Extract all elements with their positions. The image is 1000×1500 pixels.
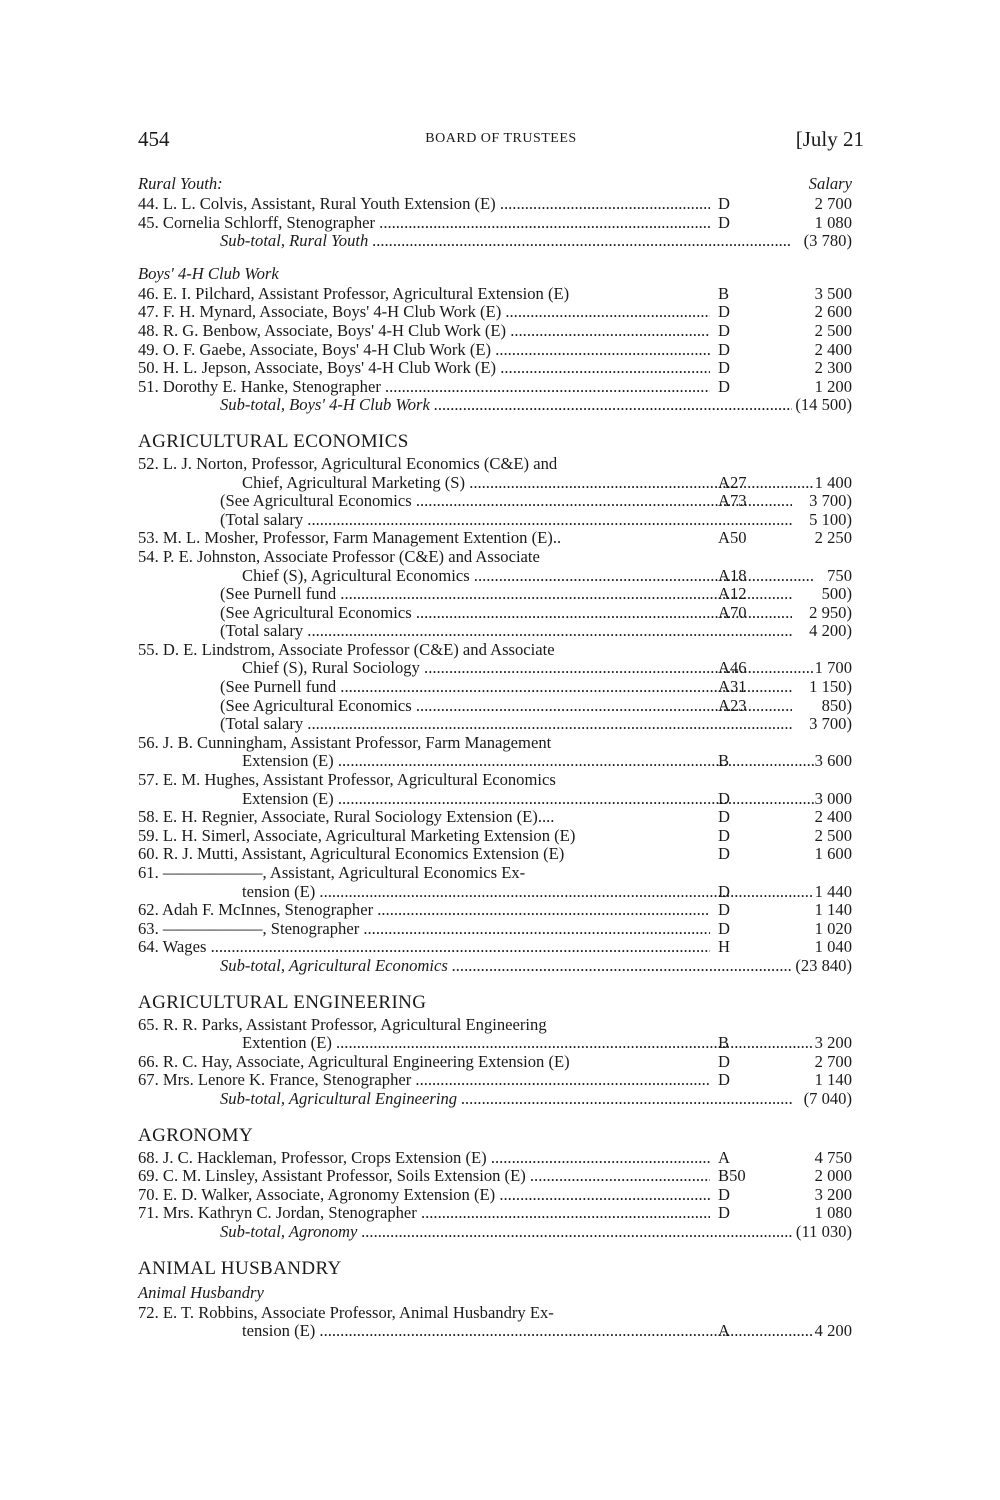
- entry-text: [138, 771, 868, 790]
- entry-label: 58. E. H. Regnier, Associate, Rural Sociology Extension (E)....: [138, 808, 555, 827]
- entry-text: [138, 1034, 814, 1053]
- salary-amount: 500): [821, 584, 852, 604]
- salary-row: [138, 1186, 864, 1205]
- salary-amount: 2 500: [814, 825, 852, 845]
- salary-amount: 2 500: [814, 320, 852, 340]
- salary-amount: 4 200: [814, 1321, 852, 1341]
- entry-text: [138, 622, 792, 641]
- salary-row: [138, 378, 864, 397]
- salary-row: [138, 1167, 864, 1186]
- entry-text: [138, 808, 710, 827]
- salary-row: [138, 1071, 864, 1090]
- entry-label: Chief, Agricultural Marketing (S): [242, 473, 466, 492]
- fund-code: D: [718, 376, 730, 396]
- entry-text: [138, 1090, 792, 1109]
- entry-text: [138, 678, 792, 697]
- entry-label: tension (E): [242, 882, 316, 901]
- fund-code: D: [718, 1051, 730, 1071]
- salary-row: [138, 1322, 864, 1341]
- salary-amount: (7 040): [803, 1088, 852, 1108]
- fund-code: H: [718, 937, 730, 957]
- salary-row: [138, 195, 864, 214]
- entry-text: [138, 734, 868, 753]
- salary-row: [138, 285, 864, 304]
- entry-text: [138, 659, 814, 678]
- entry-text: [138, 641, 868, 660]
- entry-label: 65. R. R. Parks, Assistant Professor, Agricultural Engineering: [138, 1015, 547, 1034]
- entry-label: 49. O. F. Gaebe, Associate, Boys' 4-H Club Work (E): [138, 340, 492, 359]
- salary-row: [138, 585, 864, 604]
- salary-amount: 1 140: [814, 1070, 852, 1090]
- subtotal-row: [138, 957, 864, 976]
- entry-text: [138, 957, 792, 976]
- salary-amount: 1 440: [814, 881, 852, 901]
- entry-label: 48. R. G. Benbow, Associate, Boys' 4-H Club Work (E): [138, 321, 507, 340]
- salary-row: [138, 567, 864, 586]
- section-heading: AGRONOMY: [138, 1124, 254, 1146]
- entry-label: 45. Cornelia Schlorff, Stenographer: [138, 213, 376, 232]
- entry-label: 56. J. B. Cunningham, Assistant Professor, Farm Management: [138, 733, 552, 752]
- fund-code: D: [718, 302, 730, 322]
- entry-text: [138, 396, 792, 415]
- entry-label: tension (E): [242, 1322, 316, 1341]
- entry-label: 70. E. D. Walker, Associate, Agronomy Extension (E): [138, 1185, 496, 1204]
- salary-row: [138, 697, 864, 716]
- salary-amount: 1 040: [814, 937, 852, 957]
- entry-label: Extension (E): [242, 752, 334, 771]
- salary-amount: 1 400: [814, 472, 852, 492]
- header-date: [July 21: [795, 127, 864, 151]
- entry-label: 55. D. E. Lindstrom, Associate Professor (C&E) and Associate: [138, 640, 555, 659]
- entry-text: [138, 697, 792, 716]
- entry-label: Sub-total, Boys' 4-H Club Work: [220, 396, 430, 415]
- entry-text: [138, 1016, 868, 1035]
- salary-row: [138, 659, 864, 678]
- entry-text: [138, 322, 710, 341]
- salary-amount: 850): [821, 695, 852, 715]
- entry-label: 57. E. M. Hughes, Assistant Professor, Agricultural Economics: [138, 771, 556, 790]
- fund-code: B: [718, 1033, 730, 1053]
- entry-text: [138, 567, 814, 586]
- subtotal-row: [138, 1090, 864, 1109]
- section-subheading: Animal Husbandry: [138, 1282, 264, 1302]
- salary-amount: 1 150): [809, 677, 852, 697]
- entry-label: 61. ——————, Assistant, Agricultural Economics Ex-: [138, 864, 526, 882]
- fund-code: A: [718, 1147, 730, 1167]
- salary-amount: 5 100): [809, 509, 852, 529]
- salary-row: [138, 322, 864, 341]
- entry-label: 51. Dorothy E. Hanke, Stenographer: [138, 377, 381, 396]
- salary-amount: 3 200: [814, 1033, 852, 1053]
- fund-code: A23: [718, 695, 747, 715]
- entry-label: 62. Adah F. McInnes, Stenographer: [138, 901, 374, 920]
- fund-code: D: [718, 807, 730, 827]
- fund-code: D: [718, 1070, 730, 1090]
- salary-amount: 2 700: [814, 194, 852, 213]
- entry-label: Sub-total, Rural Youth: [220, 232, 369, 251]
- salary-listing: [138, 173, 864, 1341]
- salary-amount: 1 700: [814, 658, 852, 678]
- salary-amount: 3 700): [809, 491, 852, 511]
- salary-amount: (14 500): [795, 395, 852, 415]
- entry-label: Chief (S), Rural Sociology: [242, 659, 420, 678]
- fund-code: D: [718, 320, 730, 340]
- entry-text: [138, 920, 710, 939]
- salary-amount: 2 000: [814, 1166, 852, 1186]
- salary-row: [138, 529, 864, 548]
- salary-amount: 1 140: [814, 900, 852, 920]
- entry-text: [138, 883, 814, 902]
- running-title: BOARD OF TRUSTEES: [425, 131, 577, 146]
- section-heading: [138, 173, 864, 195]
- salary-amount: 4 200): [809, 621, 852, 641]
- salary-amount: 750: [827, 565, 852, 585]
- salary-row: [138, 771, 864, 790]
- salary-amount: 1 200: [814, 376, 852, 396]
- salary-row: [138, 1204, 864, 1223]
- salary-amount: (23 840): [795, 955, 852, 975]
- fund-code: D: [718, 194, 730, 213]
- entry-text: [138, 492, 792, 511]
- salary-amount: 2 950): [809, 602, 852, 622]
- entry-label: 50. H. L. Jepson, Associate, Boys' 4-H Club Work (E): [138, 359, 497, 378]
- entry-label: (See Agricultural Economics: [220, 603, 412, 622]
- entry-label: (See Purnell fund: [220, 678, 337, 697]
- subtotal-row: [138, 232, 864, 251]
- fund-code: D: [718, 881, 730, 901]
- salary-amount: 3 200: [814, 1184, 852, 1204]
- entry-text: [138, 1322, 814, 1341]
- entry-label: 67. Mrs. Lenore K. France, Stenographer: [138, 1071, 412, 1090]
- entry-label: (Total salary: [220, 715, 304, 734]
- entry-label: 68. J. C. Hackleman, Professor, Crops Extension (E): [138, 1148, 487, 1167]
- salary-amount: 2 700: [814, 1051, 852, 1071]
- entry-label: 46. E. I. Pilchard, Assistant Professor, Agricultural Extension (E): [138, 284, 570, 303]
- entry-label: Sub-total, Agronomy: [220, 1222, 358, 1241]
- salary-row: [138, 827, 864, 846]
- salary-row: [138, 359, 864, 378]
- page-header: [138, 127, 864, 157]
- entry-text: [138, 529, 710, 548]
- entry-text: [138, 341, 710, 360]
- entry-text: [138, 232, 792, 251]
- salary-row: [138, 1304, 864, 1323]
- entry-text: [138, 715, 792, 734]
- entry-label: 66. R. C. Hay, Associate, Agricultural Engineering Extension (E): [138, 1052, 570, 1071]
- entry-label: (See Agricultural Economics: [220, 492, 412, 511]
- entry-text: [138, 378, 710, 397]
- salary-row: [138, 604, 864, 623]
- fund-code: A12: [718, 584, 747, 604]
- salary-row: [138, 808, 864, 827]
- fund-code: A50: [718, 528, 747, 548]
- entry-text: [138, 548, 868, 567]
- entry-label: Sub-total, Agricultural Economics: [220, 956, 448, 975]
- salary-amount: 2 400: [814, 339, 852, 359]
- entry-label: 60. R. J. Mutti, Assistant, Agricultural Economics Extension (E): [138, 845, 565, 864]
- salary-row: [138, 214, 864, 233]
- salary-row: [138, 1149, 864, 1168]
- entry-text: [138, 790, 814, 809]
- entry-label: 52. L. J. Norton, Professor, Agricultural Economics (C&E) and: [138, 454, 558, 473]
- fund-code: A27: [718, 472, 747, 492]
- fund-code: A31: [718, 677, 747, 697]
- salary-row: [138, 734, 864, 753]
- entry-text: [138, 845, 710, 864]
- salary-row: [138, 678, 864, 697]
- entry-label: 64. Wages: [138, 938, 207, 957]
- entry-text: [138, 214, 710, 233]
- entry-label: 71. Mrs. Kathryn C. Jordan, Stenographer: [138, 1204, 417, 1223]
- section-heading: AGRICULTURAL ECONOMICS: [138, 430, 409, 452]
- entry-text: [138, 1071, 710, 1090]
- entry-text: [138, 752, 814, 771]
- entry-text: [138, 901, 710, 920]
- subtotal-row: [138, 1223, 864, 1242]
- salary-amount: (3 780): [803, 231, 852, 251]
- salary-amount: 1 600: [814, 844, 852, 864]
- salary-amount: 4 750: [814, 1147, 852, 1167]
- entry-text: [138, 1053, 710, 1072]
- salary-amount: 2 400: [814, 807, 852, 827]
- salary-amount: 2 250: [814, 528, 852, 548]
- salary-amount: 1 020: [814, 918, 852, 938]
- salary-amount: 3 500: [814, 283, 852, 303]
- fund-code: D: [718, 1203, 730, 1223]
- fund-code: D: [718, 1184, 730, 1204]
- entry-text: [138, 511, 792, 530]
- entry-label: Chief (S), Agricultural Economics: [242, 566, 470, 585]
- entry-label: (Total salary: [220, 622, 304, 641]
- fund-code: D: [718, 900, 730, 920]
- salary-row: [138, 938, 864, 957]
- entry-label: 54. P. E. Johnston, Associate Professor (C&E) and Associate: [138, 547, 540, 566]
- salary-amount: 1 080: [814, 1203, 852, 1223]
- salary-amount: (11 030): [795, 1221, 852, 1241]
- salary-row: [138, 1034, 864, 1053]
- entry-label: Sub-total, Agricultural Engineering: [220, 1089, 458, 1108]
- entry-label: Extention (E): [242, 1034, 332, 1053]
- entry-text: [138, 455, 868, 474]
- entry-text: [138, 585, 792, 604]
- salary-amount: 3 700): [809, 714, 852, 734]
- entry-label: 72. E. T. Robbins, Associate Professor, Animal Husbandry Ex-: [138, 1303, 554, 1322]
- salary-column-heading: Salary: [808, 174, 852, 193]
- entry-text: [138, 938, 710, 957]
- salary-row: [138, 790, 864, 809]
- fund-code: A18: [718, 565, 747, 585]
- salary-row: [138, 492, 864, 511]
- fund-code: B: [718, 283, 730, 303]
- entry-label: 69. C. M. Linsley, Assistant Professor, Soils Extension (E): [138, 1167, 526, 1186]
- entry-text: [138, 195, 710, 214]
- entry-text: [138, 285, 710, 304]
- salary-row: [138, 845, 864, 864]
- fund-code: A: [718, 1321, 730, 1341]
- salary-amount: 3 600: [814, 751, 852, 771]
- salary-row: [138, 1053, 864, 1072]
- salary-row: [138, 715, 864, 734]
- entry-text: [138, 1167, 710, 1186]
- entry-text: [138, 474, 814, 493]
- fund-code: D: [718, 358, 730, 378]
- fund-code: D: [718, 788, 730, 808]
- entry-text: [138, 1204, 710, 1223]
- salary-row: [138, 920, 864, 939]
- entry-text: [138, 604, 792, 623]
- entry-label: 53. M. L. Mosher, Professor, Farm Management Extention (E)..: [138, 529, 562, 548]
- salary-row: [138, 455, 864, 474]
- fund-code: D: [718, 918, 730, 938]
- entry-label: 44. L. L. Colvis, Assistant, Rural Youth Extension (E): [138, 195, 496, 213]
- fund-code: B: [718, 751, 730, 771]
- entry-text: [138, 827, 710, 846]
- fund-code: D: [718, 212, 730, 232]
- entry-label: 59. L. H. Simerl, Associate, Agricultural Marketing Extension (E): [138, 826, 576, 845]
- entry-text: [138, 1186, 710, 1205]
- salary-row: [138, 864, 864, 883]
- page-number: 454: [138, 127, 170, 151]
- salary-amount: 1 080: [814, 212, 852, 232]
- salary-amount: 2 300: [814, 358, 852, 378]
- entry-text: [138, 359, 710, 378]
- salary-row: [138, 641, 864, 660]
- salary-row: [138, 474, 864, 493]
- salary-row: [138, 622, 864, 641]
- salary-row: [138, 303, 864, 322]
- entry-label: (See Purnell fund: [220, 585, 337, 604]
- section-heading: [138, 263, 864, 285]
- salary-row: [138, 341, 864, 360]
- subtotal-row: [138, 396, 864, 415]
- fund-code: A46: [718, 658, 747, 678]
- section-heading: AGRICULTURAL ENGINEERING: [138, 991, 427, 1013]
- entry-label: 47. F. H. Mynard, Associate, Boys' 4-H Club Work (E): [138, 303, 502, 322]
- salary-row: [138, 548, 864, 567]
- fund-code: D: [718, 844, 730, 864]
- entry-label: (Total salary: [220, 510, 304, 529]
- entry-label: Extension (E): [242, 789, 334, 808]
- salary-row: [138, 752, 864, 771]
- fund-code: A73: [718, 491, 747, 511]
- salary-row: [138, 511, 864, 530]
- entry-label: (See Agricultural Economics: [220, 696, 412, 715]
- entry-label: 63. ——————, Stenographer: [138, 919, 360, 938]
- salary-row: [138, 1016, 864, 1035]
- entry-text: [138, 1149, 710, 1168]
- salary-row: [138, 883, 864, 902]
- entry-text: [138, 303, 710, 322]
- entry-text: [138, 1304, 868, 1323]
- section-heading-text: Rural Youth:: [138, 174, 223, 193]
- section-heading: ANIMAL HUSBANDRY: [138, 1257, 342, 1279]
- fund-code: D: [718, 339, 730, 359]
- section-heading-text: Boys' 4-H Club Work: [138, 263, 279, 283]
- entry-text: [138, 1223, 792, 1242]
- salary-row: [138, 901, 864, 920]
- salary-amount: 3 000: [814, 788, 852, 808]
- salary-amount: 2 600: [814, 302, 852, 322]
- fund-code: A70: [718, 602, 747, 622]
- fund-code: D: [718, 825, 730, 845]
- entry-text: [138, 864, 868, 883]
- fund-code: B50: [718, 1166, 746, 1186]
